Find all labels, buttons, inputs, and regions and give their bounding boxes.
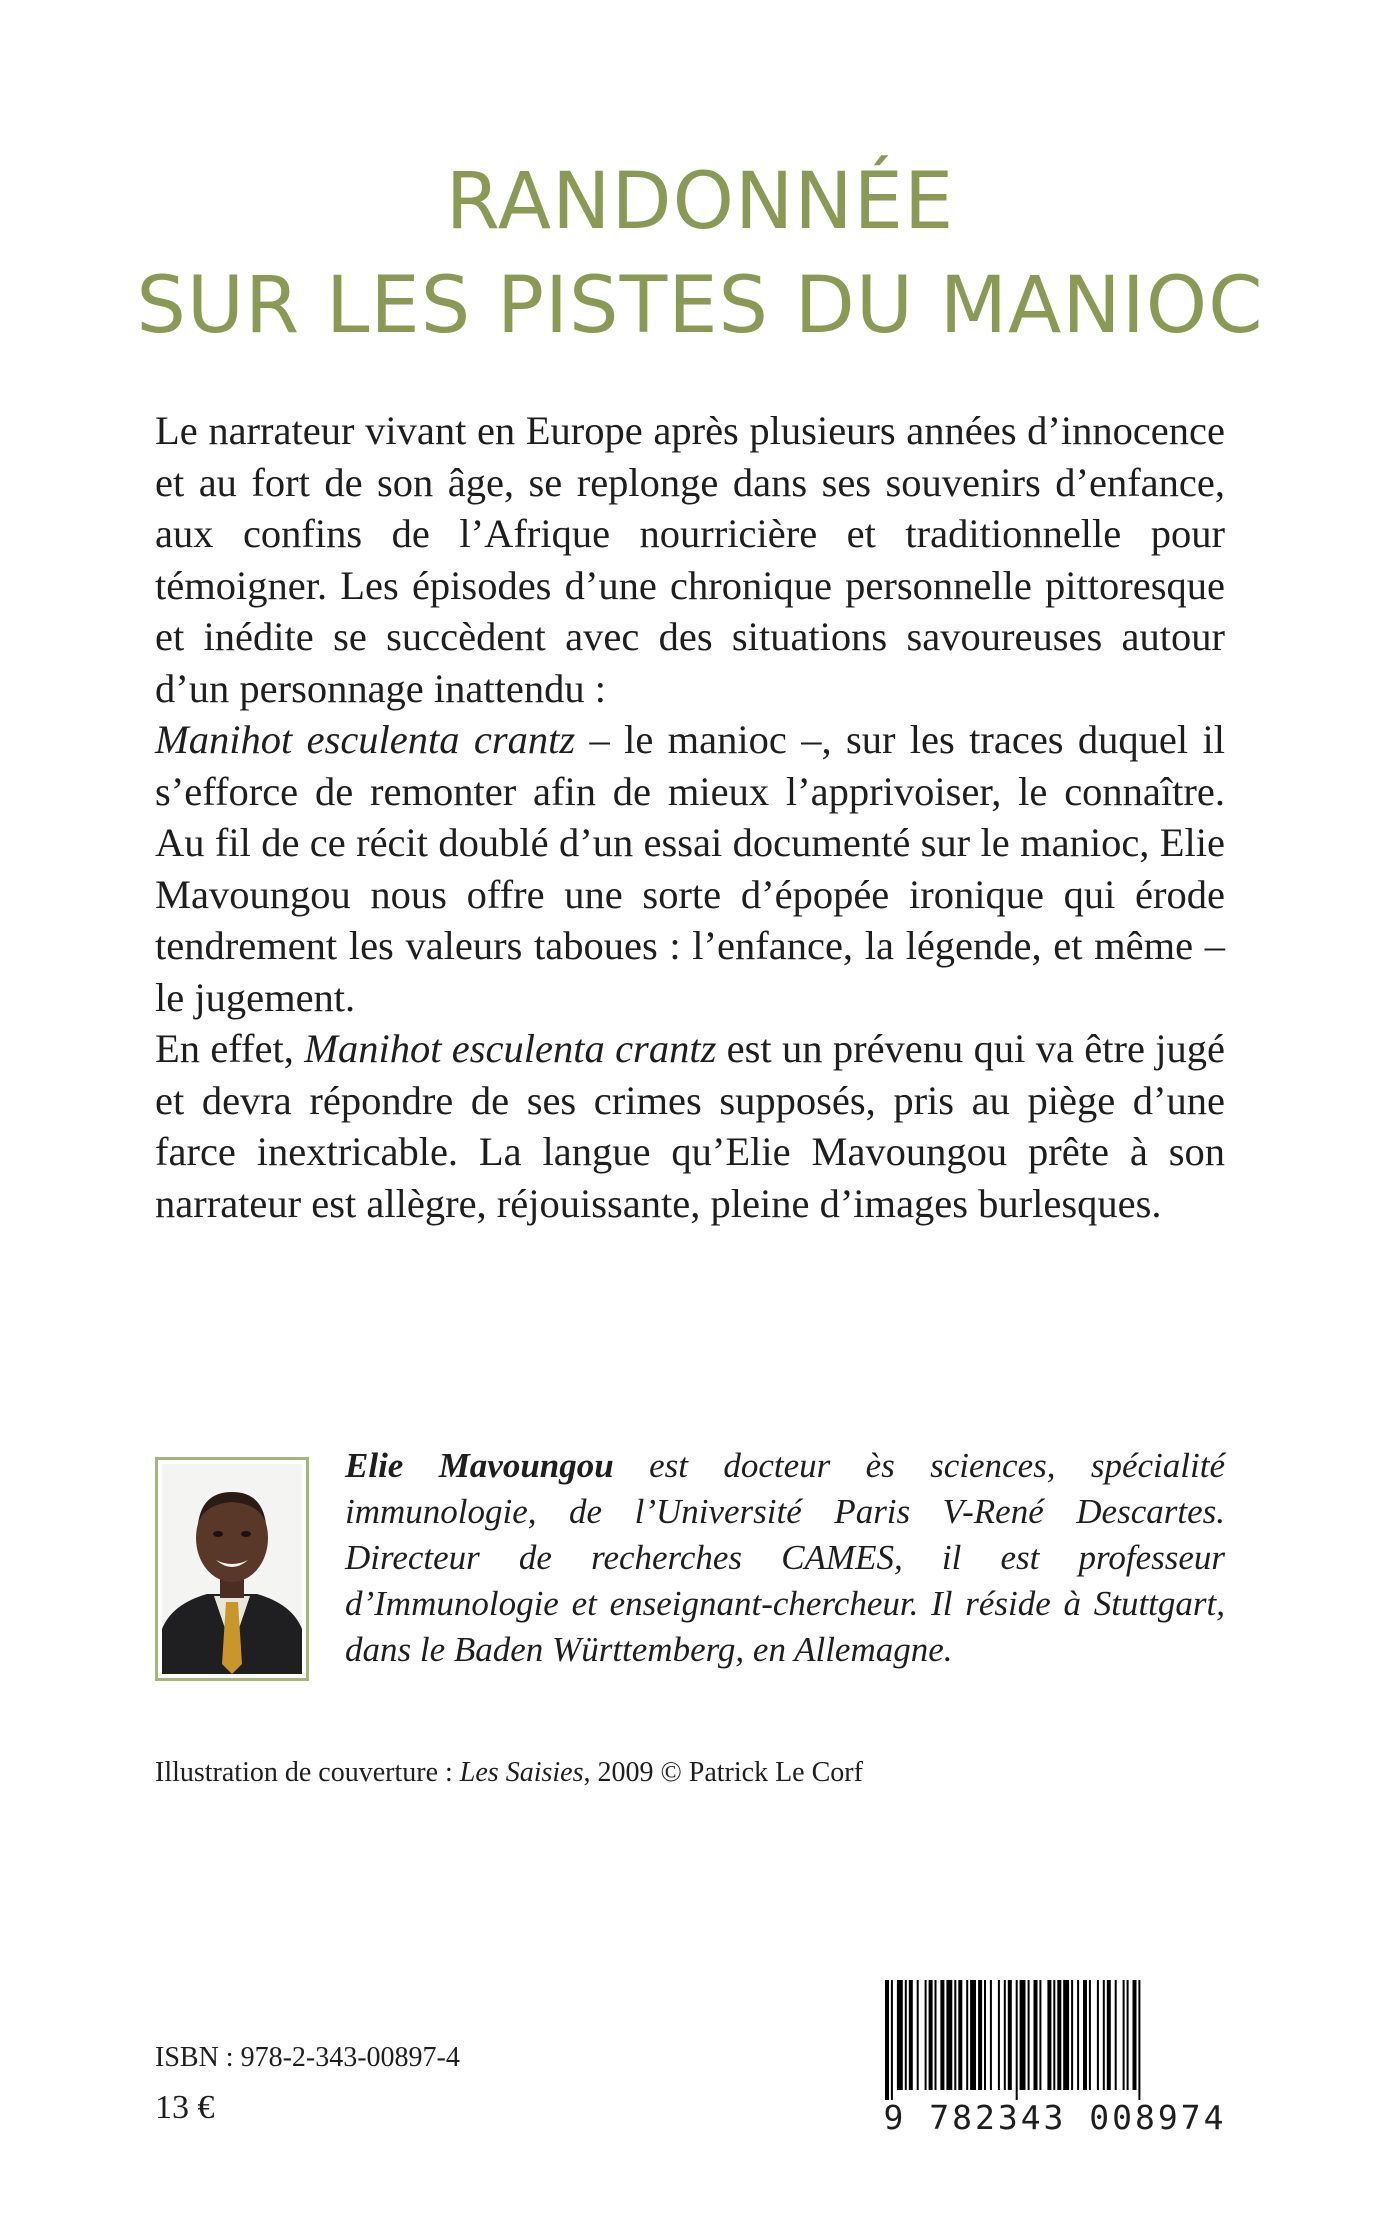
barcode-bar — [1133, 1980, 1137, 2090]
barcode-bar — [1097, 1980, 1099, 2090]
barcode-bar — [1123, 1980, 1125, 2090]
barcode-bar — [925, 1980, 927, 2090]
blurb-p1-text-a: Le narrateur vivant en Europe après plusieurs années d’innocence et au fort de son âge, se replonge dans ses souvenirs d’enfance, aux confins de l’Afrique nourricière et traditionnelle pour témoigner. Les épisodes d’une chronique personnelle pittoresque et inédite se succèdent avec des situations savoureuses autour d’un personnage inattendu : — [155, 408, 1225, 711]
author-name: Elie Mavoungou — [345, 1446, 614, 1485]
credit-prefix: Illustration de couverture : — [155, 1757, 460, 1788]
blurb-paragraph-1 — [155, 405, 1225, 1023]
author-photo — [155, 1457, 309, 1681]
blurb-p1-italic: Manihot esculenta crantz — [155, 717, 576, 762]
barcode-bar — [891, 1980, 893, 2100]
barcode-bar — [1039, 1980, 1041, 2090]
barcode-bar — [998, 1980, 1000, 2090]
barcode-bar — [1089, 1980, 1091, 2090]
barcode-bar — [1028, 1980, 1030, 2090]
credit-suffix: , 2009 © Patrick Le Corf — [583, 1757, 863, 1788]
barcode-digits: 9 782343 008974 — [883, 2098, 1227, 2137]
barcode-bars — [865, 1980, 1245, 2100]
author-portrait-illustration — [162, 1464, 302, 1674]
barcode-bar — [1004, 1980, 1006, 2090]
barcode-bar — [1107, 1980, 1111, 2090]
title-line-1: RANDONNÉE — [445, 157, 955, 247]
barcode-bar — [897, 1980, 903, 2090]
barcode-bar — [946, 1980, 952, 2090]
credit-work-title: Les Saisies — [459, 1757, 584, 1788]
barcode-bar — [1103, 1980, 1105, 2090]
barcode-bar — [1034, 1980, 1038, 2090]
barcode-bar — [917, 1980, 919, 2090]
barcode-bar — [1047, 1980, 1051, 2090]
book-title — [0, 150, 1400, 358]
barcode-bar — [1138, 1980, 1140, 2100]
blurb-p2-text-a: En effet, — [155, 1026, 305, 1071]
barcode-bar — [990, 1980, 992, 2090]
author-bio-text: est docteur ès sciences, spécialité immunologie, de l’Université Paris V-René Descartes. Directeur de recherches CAMES, il est professeur d’Immunologie et enseignant-chercheur. Il réside à Stuttgart, dans le Baden Württemberg, en Allemagne. — [345, 1446, 1225, 1669]
barcode-bar — [935, 1980, 937, 2090]
back-cover-blurb — [155, 405, 1225, 1229]
barcode-bar — [966, 1980, 968, 2090]
price: 13 € — [155, 2089, 215, 2126]
author-bio — [345, 1443, 1225, 1673]
barcode-bar — [929, 1980, 933, 2090]
barcode-bar — [1020, 1980, 1026, 2090]
barcode-bar — [1053, 1980, 1055, 2090]
illustration-credit — [155, 1755, 1255, 1791]
barcode-bar — [1077, 1980, 1079, 2090]
barcode-bar — [1127, 1980, 1129, 2090]
blurb-paragraph-2 — [155, 1023, 1225, 1229]
isbn-number: ISBN : 978-2-343-00897-4 — [155, 2042, 460, 2073]
barcode-bar — [905, 1980, 907, 2090]
barcode-bar — [978, 1980, 982, 2090]
barcode-bar — [1083, 1980, 1087, 2090]
barcode-bar — [1057, 1980, 1061, 2090]
barcode-bar — [1008, 1980, 1012, 2090]
barcode-bar — [970, 1980, 976, 2090]
barcode-bar — [984, 1980, 986, 2090]
blurb-p2-italic: Manihot esculenta crantz — [304, 1026, 717, 1071]
barcode-bar — [1016, 1980, 1018, 2100]
barcode-bar — [954, 1980, 956, 2090]
barcode-bar — [1071, 1980, 1073, 2090]
blurb-p1-text-b: – le manioc –, sur les traces duquel il s’efforce de remonter afin de mieux l’apprivoiser, le connaître. Au fil de ce récit doublé d’un essai documenté sur le manioc, Elie Mavoungou nous offre une sorte d’épopée ironique qui érode tendrement les valeurs taboues : l’enfance, la légende, et même – le jugement. — [155, 717, 1225, 1020]
barcode — [865, 1980, 1245, 2140]
barcode-bar — [958, 1980, 962, 2090]
barcode-bar — [940, 1980, 944, 2090]
title-line-2: SUR LES PISTES DU MANIOC — [136, 261, 1264, 351]
barcode-bar — [885, 1980, 889, 2100]
barcode-bar — [1063, 1980, 1069, 2090]
barcode-bar — [909, 1980, 913, 2090]
blurb-p2-text-b: est un prévenu qui va être jugé et devra répondre de ses crimes supposés, pris au piège d’une farce inextricable. La langue qu’Elie Mavoungou prête à son narrateur est allègre, réjouissante, pleine d’images burlesques. — [155, 1026, 1226, 1226]
barcode-bar — [1115, 1980, 1117, 2090]
